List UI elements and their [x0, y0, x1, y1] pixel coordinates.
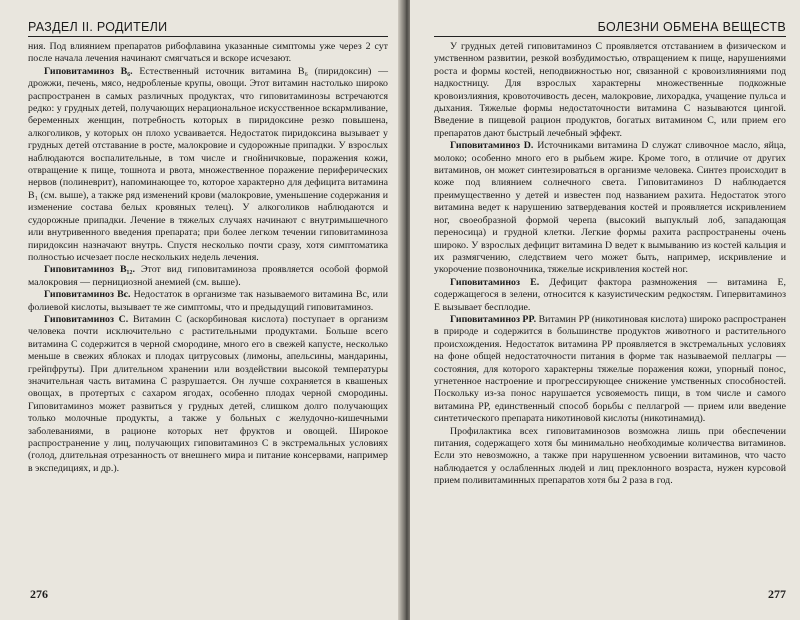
paragraph — [434, 314, 786, 426]
page-number: 276 — [30, 587, 48, 601]
paragraph-text: Этот вид гиповитаминоза проявляется особой формой малокровия — пернициозной анемией (см. выше). — [28, 264, 388, 288]
right-page — [410, 0, 800, 620]
paragraph — [28, 41, 388, 66]
paragraph — [434, 277, 786, 314]
paragraph-heading: Гиповитаминоз С. — [44, 313, 129, 325]
paragraph-text: Витамин PP (никотиновая кислота) широко распространен в природе и содержится в большинстве продуктов животного и растительного происхождения. Недостаток витамина PP проявляется в экстремальных условиях на фоне общей недостаточности питания в форме так называемой пеллагры — состояния, для которого характерны тяжелые поражения кожи, упорный понос, угнетенное настроение и прогрессирующее снижение умственных способностей. Поскольку из-за понос нарушается усвояемость пищи, в том числе и самого витамина PP, единственный способ борьбы с пеллагрой — прием или введение синтетического препарата никотиновой кислоты (никотинамид). — [434, 313, 787, 425]
paragraph-text: Профилактика всех гиповитаминозов возможна лишь при обеспечении питания, содержащего хотя бы минимально необходимые количества витаминов. Если это невозможно, а также при нарушенном усвоении витаминов, что часто наблюдается у ослабленных людей и лиц преклонного возраста, нужен курсовой прием поливитаминных препаратов хотя бы 2 раза в год. — [434, 425, 786, 487]
paragraph — [28, 66, 388, 265]
paragraph-heading: Гиповитаминоз Е. — [450, 276, 540, 288]
paragraph — [28, 264, 388, 289]
paragraph-text: У грудных детей гиповитаминоз С проявляется отставанием в физическом и умственном развитии, резкой возбудимостью, отвращением к пище, нарушениями роста и формы костей, неподвижностью ног, связанной с кровоизлияниями под надкостницу. Для взрослых характерны множественные подкожные кровоизлияния, кровоточивость десен, малокровие, лихорадка, учащение пульса и дыхания. Тяжелые формы недостаточности витамина С называются цингой. Введение в пищевой рацион продуктов, богатых витамином С, или прием его препаратов дают быстрый лечебный эффект. — [434, 41, 786, 139]
paragraph-text: Источниками витамина D служат сливочное масло, яйца, молоко; особенно много его в рыбьем жире. Кроме того, в отличие от других витаминов, он может синтезироваться в организме человека. Синтез происходит в коже под влиянием солнечного света. Гиповитаминоз D наблюдается преимущественно у детей и известен под названием рахита. Недостаток этого витамина ведет к нарушению затвердевания костей и проявляется искривлением ног, своеобразной формой черепа (высокий выпуклый лоб, западающая переносица) и грудной клетки. Легкие формы рахита распространены очень широко. У взрослых дефицит витамина D ведет к вымыванию из костей кальция и их размягчению, следствием чего может быть, например, искривление и укорочение позвоночника, тяжелые искривления костей ног. — [434, 140, 786, 276]
page-number: 277 — [768, 587, 786, 601]
paragraph-heading: Гиповитаминоз B₁₂. — [44, 264, 135, 276]
running-header: РАЗДЕЛ II. РОДИТЕЛИ — [28, 20, 388, 37]
paragraph — [28, 314, 388, 475]
paragraph-text: ния. Под влиянием препаратов рибофлавина указанные симптомы уже через 2 сут после начала лечения начинают смягчаться и вскоре исчезают. — [28, 41, 388, 65]
paragraph — [434, 41, 786, 140]
paragraph-heading: Гиповитаминоз B₆. — [44, 65, 133, 77]
paragraph-heading: Гиповитаминоз Bс. — [44, 289, 131, 301]
paragraph — [434, 140, 786, 276]
paragraph-text: Дефицит фактора размножения — витамина Е, содержащегося в зелени, относится к казуистическим редкостям. Гипервитаминоз Е вызывает бесплодие. — [434, 276, 786, 313]
running-header: БОЛЕЗНИ ОБМЕНА ВЕЩЕСТВ — [434, 20, 786, 37]
paragraph-text: Витамин С (аскорбиновая кислота) поступает в организм человека почти исключительно с растительными продуктами. Больше всего витамина С содержится в черной смородине, много его в свежей капусте, несколько меньше в свежих яблоках и плодах цитрусовых (лимоны, апельсины, мандарины, грейпфруты). При длительном хранении или воздействии высокой температуры значительная часть витамина С разрушается. Он лучше сохраняется в квашеных овощах, в протертых с сахаром ягодах, особенно плодах черной смородины. Гиповитаминоз может развиться у грудных детей, слишком долго получающих только молочные продукты, а также у больных с желудочно-кишечными заболеваниями, в рационе которых нет фруктов и овощей. Широкое распространение у лиц, получающих гиповитаминоз С в экстремальных условиях (голод, длительная отрезанность от внешнего мира и питание консервами, например в экспедициях, и др.). — [28, 313, 388, 474]
paragraph-heading: Гиповитаминоз D. — [450, 140, 534, 152]
paragraph-text: Естественный источник витамина B₆ (пиридоксин) — дрожжи, печень, мясо, недробленые крупы, овощи. Этот витамин настолько широко распространен в самых различных продуктах, что гиповитаминозы встречаются редко: у грудных детей, получающих нерациональное искусственное вскармливание, беременных женщин, потребность которых в пиридоксине резко повышена, алкоголиков, у которых он плохо усваивается. Недостаток пиридоксина вызывает у грудных детей отставание в росте, малокровие и судорожные припадки. У взрослых наблюдаются воспалительные, в том числе и гнойничковые, поражения кожи, отвращение к пище, тошнота и рвота, множественное поражение периферических нервов (полиневрит), напоминающее то, которое характерно для дефицита витамина B₁ (см. выше), а также ряд изменений крови (малокровие, уменьшение содержания и изменение состава белых кровяных телец). У алкоголиков наблюдаются и судорожные припадки. Лечение в тяжелых случаях начинают с внутримышечного или внутривенного введения препарата; при более легком течении гиповитаминоза пиридоксин назначают внутрь. Спустя несколько почти сразу, хотя симптоматика полностью исчезает после нескольких недель лечения. — [28, 65, 389, 263]
right-body-text — [434, 41, 786, 488]
paragraph — [434, 426, 786, 488]
paragraph — [28, 289, 388, 314]
paragraph-heading: Гиповитаминоз PP. — [450, 313, 537, 325]
left-body-text — [28, 41, 388, 475]
paragraph-text: Недостаток в организме так называемого витамина Bс, или фолиевой кислоты, вызывает те же симптомы, что и предыдущий гиповитаминоз. — [28, 289, 389, 313]
